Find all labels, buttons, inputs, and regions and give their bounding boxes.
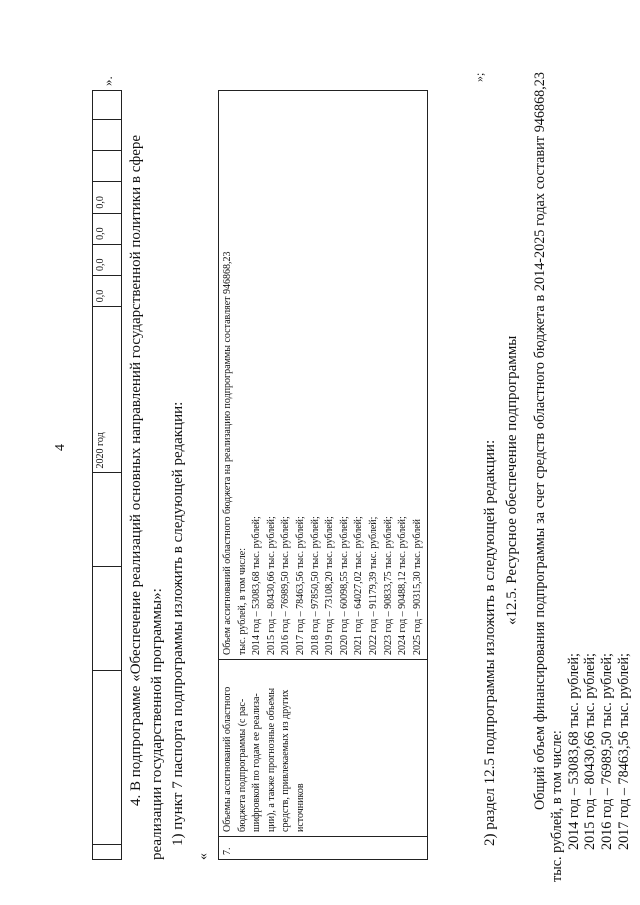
content-line: 2021 год – 64027,02 тыс. рублей; — [353, 516, 365, 655]
passport-row — [219, 91, 428, 860]
value-cell: 0,0 — [93, 213, 122, 244]
content-line: 2024 год – 90488,12 тыс. рублей; — [397, 516, 409, 655]
item-2: 2) раздел 12.5 подпрограммы изложить в следующей редакции: — [482, 439, 498, 846]
passport-table — [218, 90, 428, 860]
content-line: 2014 год – 53083,68 тыс. рублей; — [251, 516, 263, 655]
content-line: Объем ассигнований областного бюджета на реализацию подпрограммы составляет 946868,23 — [222, 251, 233, 655]
content-line: 2022 год – 91179,39 тыс. рублей; — [367, 516, 379, 655]
value-cell: 0,0 — [93, 244, 122, 275]
content-line: 2015 год – 80430,66 тыс. рублей; — [265, 516, 277, 655]
content-line: 2020 год – 60098,55 тыс. рублей; — [338, 516, 350, 655]
row-content — [219, 91, 428, 660]
label-line: Объемы ассигнований областного — [222, 686, 233, 832]
label-line: шифровкой по годам ее реализа- — [251, 693, 263, 832]
content-line: тыс. рублей, в том числе: — [236, 547, 248, 655]
paragraph-heading: 4. В подпрограмме «Обеспечение реализаций основных направлений государственной политики в сфере реализации государственной программы»: — [128, 134, 165, 860]
content-line: 2016 год – 76989,50 тыс. рублей; — [280, 516, 292, 655]
label-line: бюджета подпрограммы (с рас- — [236, 698, 248, 832]
year-line: 2017 год – 78463,56 тыс. рублей; — [615, 653, 632, 850]
rotated-content — [40, 35, 632, 882]
content-line: 2017 год – 78463,56 тыс. рублей; — [294, 516, 306, 655]
content-line: 2018 год – 97850,50 тыс. рублей; — [309, 516, 321, 655]
label-line: ции), а также прогнозные объемы — [265, 687, 277, 832]
year-line: 2015 год – 80430,66 тыс. рублей; — [582, 653, 599, 850]
content-line: 2019 год – 73108,20 тыс. рублей; — [324, 516, 336, 655]
item-1: 1) пункт 7 паспорта подпрограммы изложить в следующей редакции: — [170, 401, 186, 846]
row-label — [219, 660, 428, 837]
section-title: «12.5. Ресурсное обеспечение подпрограммы — [504, 335, 520, 625]
year-line: 2016 год – 76989,50 тыс. рублей; — [599, 653, 616, 850]
value-cell: 0,0 — [93, 182, 122, 213]
page-number: 4 — [53, 444, 68, 451]
opening-quote: « — [196, 853, 211, 860]
year-cell: 2020 год — [93, 307, 122, 473]
content-line: 2023 год – 90833,75 тыс. рублей; — [382, 516, 394, 655]
table-closing-quote: ». — [100, 76, 115, 86]
value-cell: 0,0 — [93, 276, 122, 307]
closing-quote: »; — [472, 72, 486, 82]
label-line: источников — [294, 783, 306, 832]
year-line: 2014 год – 53083,68 тыс. рублей; — [565, 653, 582, 850]
top-table-fragment — [92, 90, 122, 860]
top-table-row — [93, 91, 122, 860]
body-text — [532, 72, 633, 882]
row-number: 7. — [219, 837, 428, 860]
label-line: средств, привлекаемых из других — [280, 689, 292, 832]
body-first-paragraph: Общий объем финансирования подпрограммы за счет средств областного бюджета в 2014-2025 годах составит 946868,23 тыс. рублей, в том числе: — [532, 72, 565, 882]
content-line: 2025 год – 90315,30 тыс. рублей — [411, 518, 423, 655]
